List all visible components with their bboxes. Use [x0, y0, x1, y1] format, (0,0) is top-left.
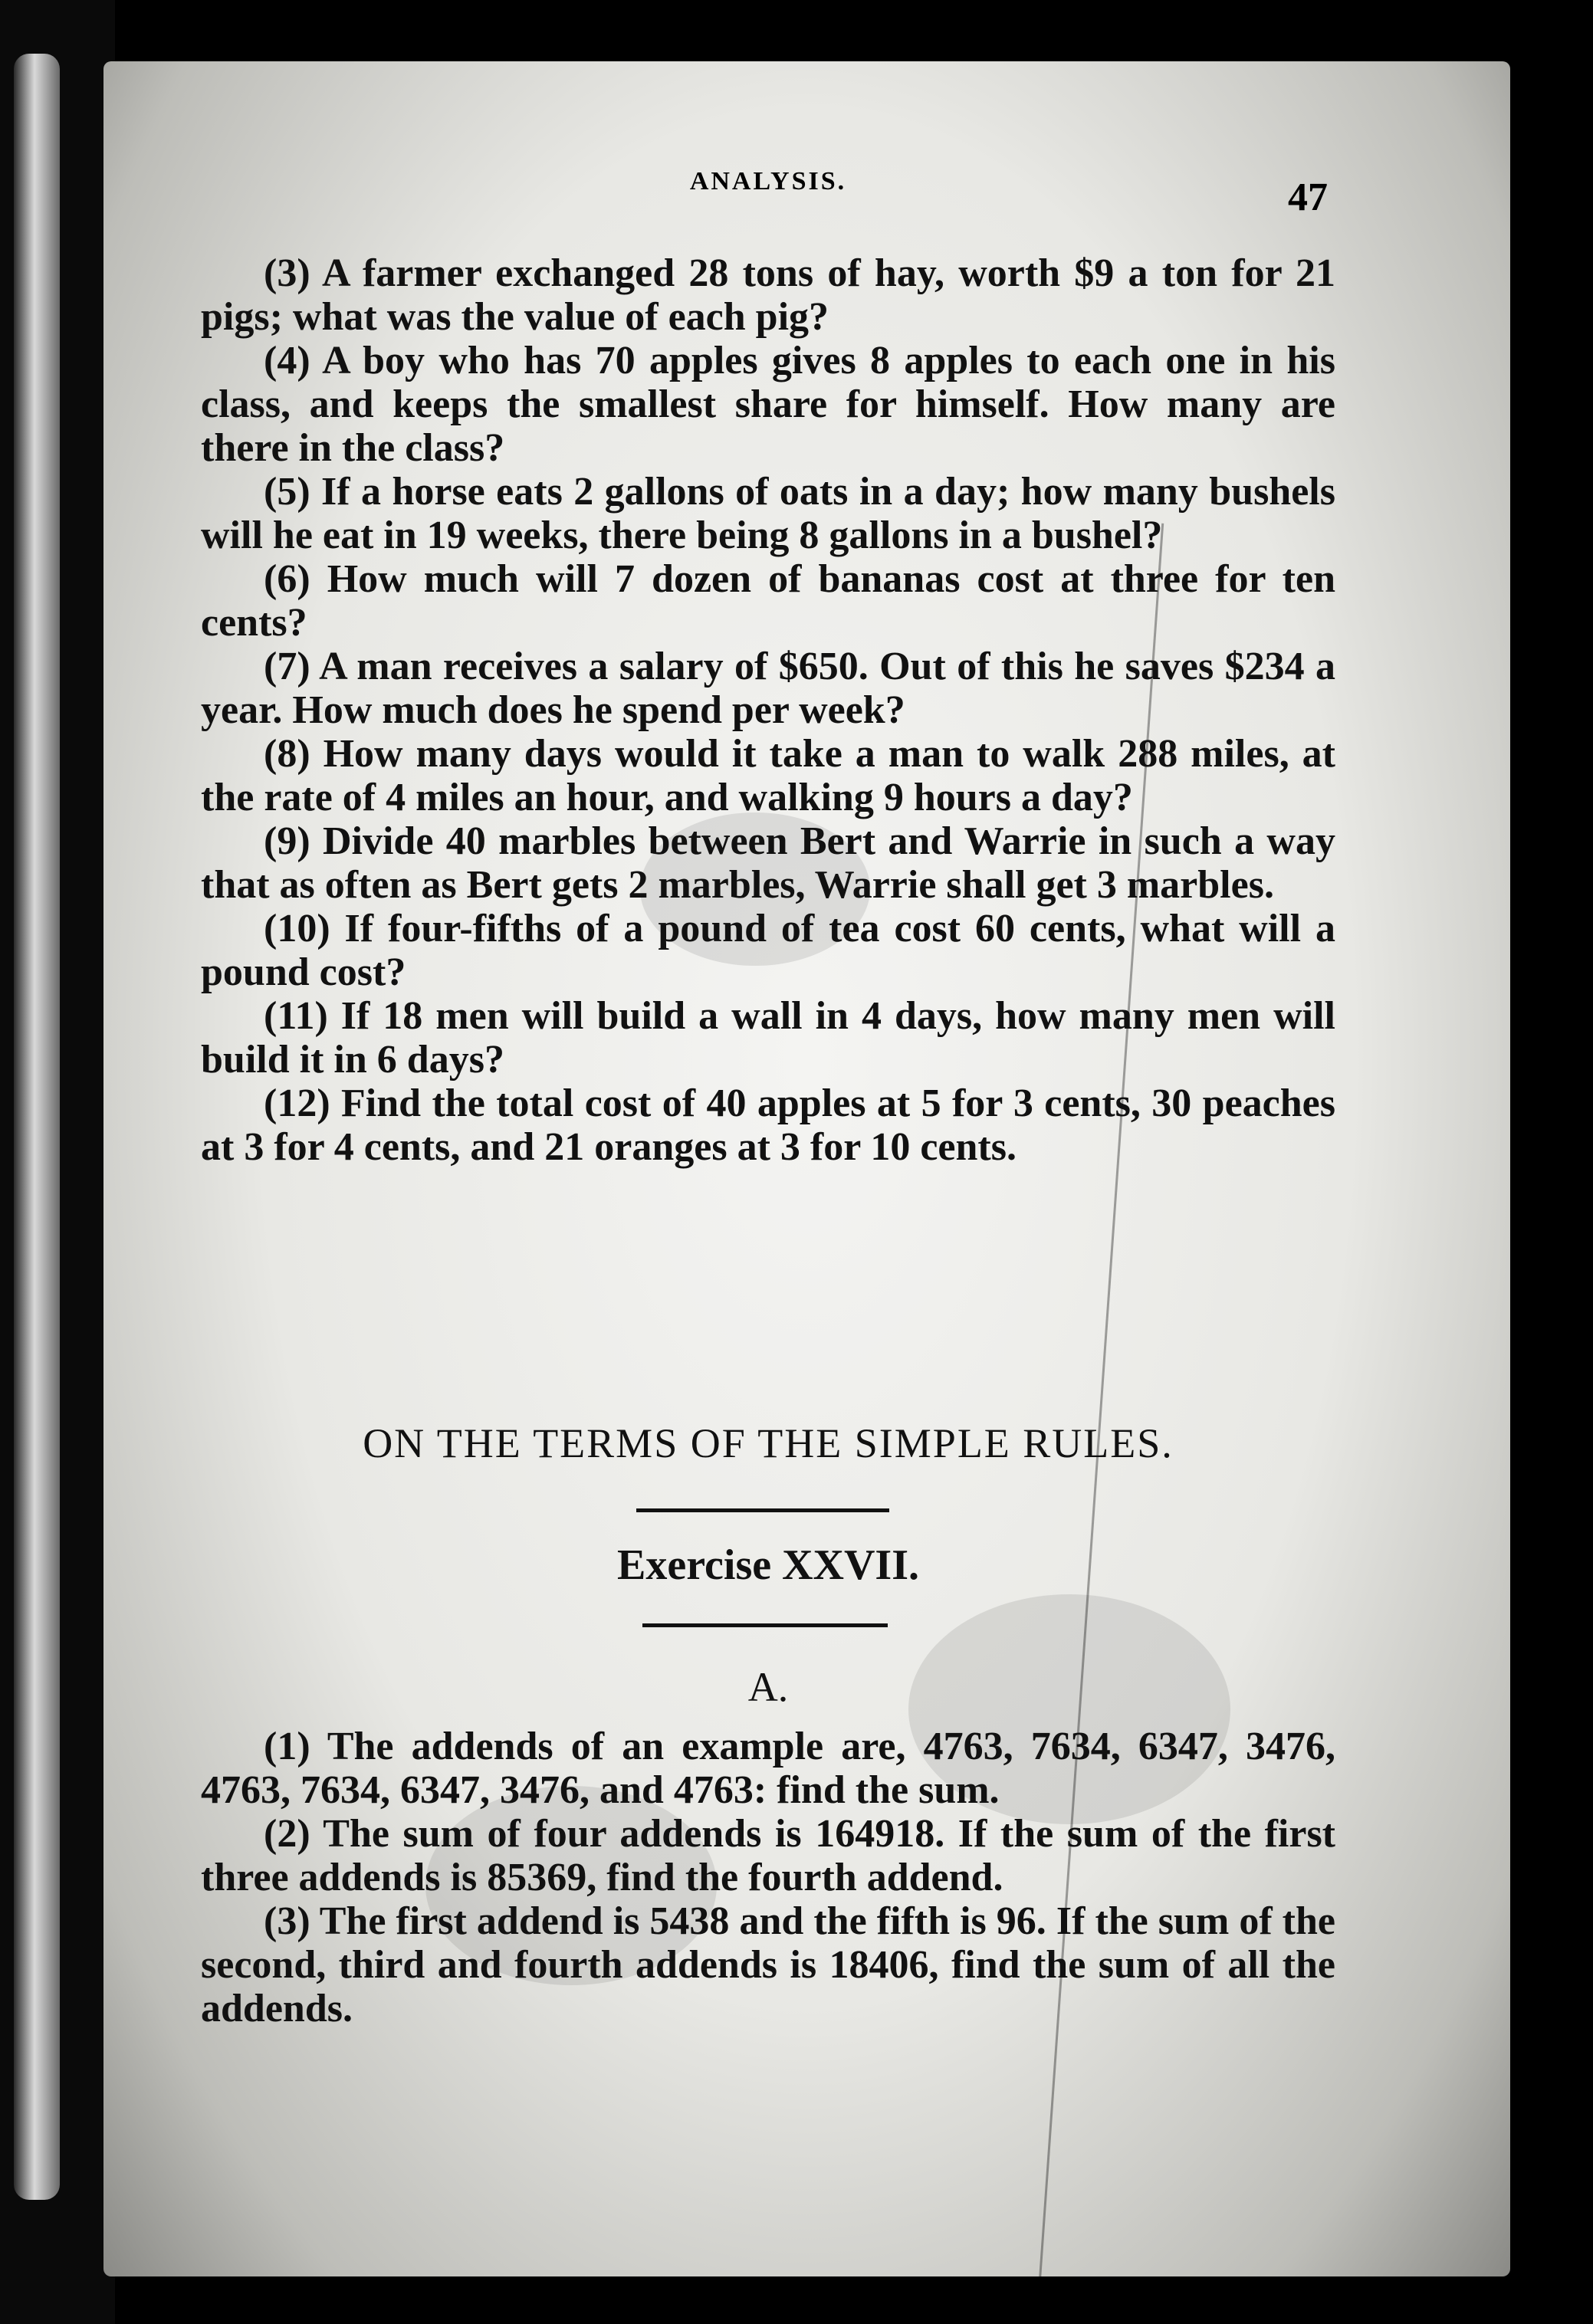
problem-item: (5) If a horse eats 2 gallons of oats in a day; how many bushels will he eat in 19 weeks, there being 8 gallons in a bushel?: [201, 470, 1335, 557]
problem-item: (8) How many days would it take a man to walk 288 miles, at the rate of 4 miles an hour, and walking 9 hours a day?: [201, 732, 1335, 819]
page-number: 47: [1288, 176, 1328, 219]
book-spine: [0, 0, 115, 2324]
exercise-problem-list: [201, 1725, 1335, 2030]
exercise-title: Exercise XXVII.: [616, 1541, 920, 1589]
problem-item: (6) How much will 7 dozen of bananas cost at three for ten cents?: [201, 557, 1335, 645]
divider-rule: [636, 1508, 889, 1512]
exercise-problem-item: (2) The sum of four addends is 164918. If the sum of the first three addends is 85369, find the fourth addend.: [201, 1812, 1335, 1899]
problem-item: (10) If four-fifths of a pound of tea cost 60 cents, what will a pound cost?: [201, 907, 1335, 994]
sub-heading: A.: [747, 1664, 789, 1710]
page-header: [201, 167, 1335, 219]
divider-rule: [642, 1623, 888, 1627]
section-title: ON THE TERMS OF THE SIMPLE RULES.: [363, 1420, 1174, 1466]
running-title: ANALYSIS.: [689, 167, 847, 195]
spine-highlight: [14, 54, 60, 2200]
problem-item: (9) Divide 40 marbles between Bert and Warrie in such a way that as often as Bert gets 2 marbles, Warrie shall get 3 marbles.: [201, 819, 1335, 907]
problem-item: (4) A boy who has 70 apples gives 8 apples to each one in his class, and keeps the smallest share for himself. How many are there in the class?: [201, 339, 1335, 470]
exercise-problem-item: (3) The first addend is 5438 and the fifth is 96. If the sum of the second, third and fourth addends is 18406, find the sum of all the addends.: [201, 1899, 1335, 2030]
problem-item: (3) A farmer exchanged 28 tons of hay, worth $9 a ton for 21 pigs; what was the value of each pig?: [201, 251, 1335, 339]
problem-item: (12) Find the total cost of 40 apples at 5 for 3 cents, 30 peaches at 3 for 4 cents, and 21 oranges at 3 for 10 cents.: [201, 1082, 1335, 1169]
problem-list: [201, 251, 1335, 1169]
problem-item: (11) If 18 men will build a wall in 4 days, how many men will build it in 6 days?: [201, 994, 1335, 1082]
exercise-problem-item: (1) The addends of an example are, 4763, 7634, 6347, 3476, 4763, 7634, 6347, 3476, and 4763: find the sum.: [201, 1725, 1335, 1812]
problem-item: (7) A man receives a salary of $650. Out of this he saves $234 a year. How much does he spend per week?: [201, 645, 1335, 732]
